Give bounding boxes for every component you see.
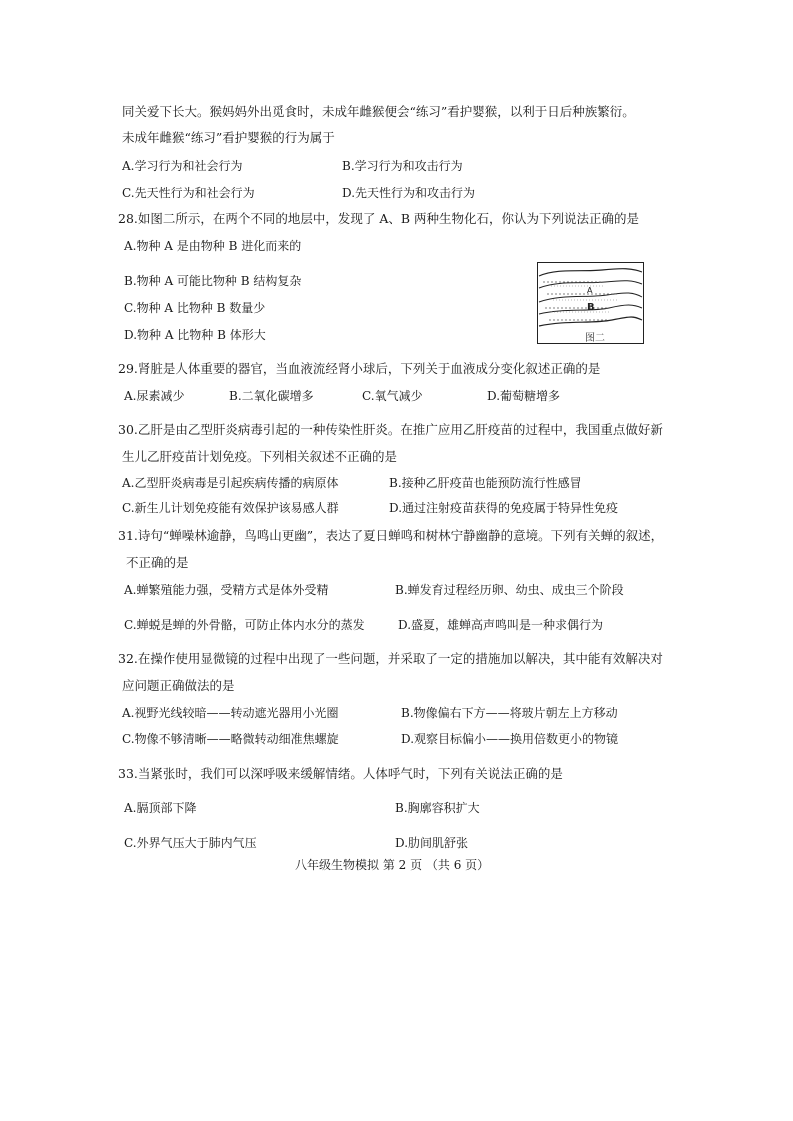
q27-option-d: D.先天性行为和攻击行为 <box>342 186 476 200</box>
q27-option-c: C.先天性行为和社会行为 <box>122 186 255 200</box>
figure-caption: 图二 <box>585 333 605 344</box>
q33-option-d: D.肋间肌舒张 <box>395 836 469 850</box>
q31-stem-line1: 31.诗句“蝉噪林逾静，鸟鸣山更幽”，表达了夏日蝉鸣和树林宁静幽静的意境。下列有关蝉的叙述， <box>118 528 664 543</box>
q30-stem-line2: 生儿乙肝疫苗计划免疫。下列相关叙述不正确的是 <box>122 449 398 464</box>
q28-option-b: B.物种 A 可能比物种 B 结构复杂 <box>124 274 302 288</box>
q28-stem: 28.如图二所示，在两个不同的地层中，发现了 A、B 两种生物化石，你认为下列说法正确的是 <box>118 211 640 226</box>
q32-option-c: C.物像不够清晰——略微转动细准焦螺旋 <box>122 732 339 746</box>
q28-option-d: D.物种 A 比物种 B 体形大 <box>124 328 266 342</box>
q30-stem-line1: 30.乙肝是由乙型肝炎病毒引起的一种传染性肝炎。在推广应用乙肝疫苗的过程中，我国重点做好新 <box>118 422 663 437</box>
fossil-a-label: A <box>587 286 593 295</box>
q32-stem-line2: 应问题正确做法的是 <box>122 678 235 693</box>
q29-option-d: D.葡萄糖增多 <box>487 389 561 403</box>
q27-option-b: B.学习行为和攻击行为 <box>342 159 463 173</box>
q33-option-a: A.膈顶部下降 <box>124 801 197 815</box>
q33-option-b: B.胸廓容积扩大 <box>395 801 480 815</box>
q31-option-d: D.盛夏，雄蝉高声鸣叫是一种求偶行为 <box>398 618 604 632</box>
q27-option-a: A.学习行为和社会行为 <box>122 159 243 173</box>
q31-option-c: C.蝉蜕是蝉的外骨骼，可防止体内水分的蒸发 <box>124 618 365 632</box>
q30-option-d: D.通过注射疫苗获得的免疫属于特异性免疫 <box>389 501 619 515</box>
q28-option-a: A.物种 A 是由物种 B 进化而来的 <box>124 239 302 253</box>
q31-option-a: A.蝉繁殖能力强，受精方式是体外受精 <box>124 583 329 597</box>
q29-option-a: A.尿素减少 <box>124 389 185 403</box>
q33-option-c: C.外界气压大于肺内气压 <box>124 836 257 850</box>
page-footer: 八年级生物模拟 第 2 页 （共 6 页） <box>295 858 490 872</box>
q30-option-c: C.新生儿计划免疫能有效保护该易感人群 <box>122 501 339 515</box>
q27-stem-line1: 同关爱下长大。猴妈妈外出觅食时，未成年雌猴便会“练习”看护婴猴，以利于日后种族繁衍。 <box>122 104 635 119</box>
q31-option-b: B.蝉发育过程经历卵、幼虫、成虫三个阶段 <box>395 583 624 597</box>
q32-option-b: B.物像偏右下方——将玻片朝左上方移动 <box>401 706 618 720</box>
q32-option-a: A.视野光线较暗——转动遮光器用小光圈 <box>122 706 339 720</box>
q31-stem-line2: 不正确的是 <box>126 555 189 570</box>
q30-option-a: A.乙型肝炎病毒是引起疾病传播的病原体 <box>122 476 339 490</box>
q29-option-b: B.二氧化碳增多 <box>229 389 314 403</box>
q30-option-b: B.接种乙肝疫苗也能预防流行性感冒 <box>389 476 582 490</box>
q33-stem: 33.当紧张时，我们可以深呼吸来缓解情绪。人体呼气时，下列有关说法正确的是 <box>118 766 563 781</box>
q29-option-c: C.氧气减少 <box>362 389 423 403</box>
q27-stem-line2: 未成年雌猴“练习”看护婴猴的行为属于 <box>122 130 335 145</box>
q29-stem: 29.肾脏是人体重要的器官，当血液流经肾小球后，下列关于血液成分变化叙述正确的是 <box>118 361 601 376</box>
q32-stem-line1: 32.在操作使用显微镜的过程中出现了一些问题，并采取了一定的措施加以解决，其中能有效解决对 <box>118 651 663 666</box>
fossil-b-label: B <box>587 302 595 313</box>
q32-option-d: D.观察目标偏小——换用倍数更小的物镜 <box>401 732 619 746</box>
q28-option-c: C.物种 A 比物种 B 数量少 <box>124 301 266 315</box>
